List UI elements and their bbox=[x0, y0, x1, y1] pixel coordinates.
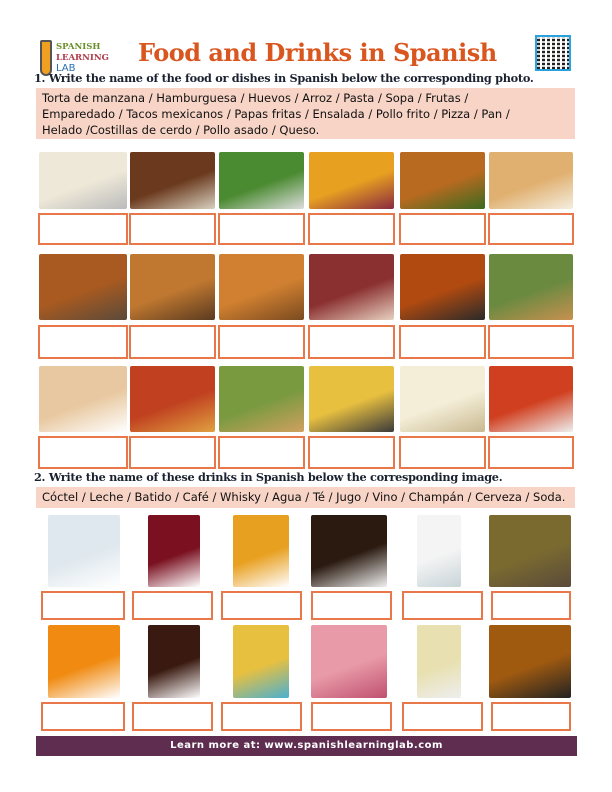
salad-photo bbox=[219, 152, 304, 209]
champagne-answer-box[interactable] bbox=[402, 702, 483, 731]
page-title: Food and Drinks in Spanish bbox=[138, 38, 497, 67]
wine-photo bbox=[148, 515, 200, 587]
soup-answer-box[interactable] bbox=[129, 325, 216, 359]
logo-text: LEARNING bbox=[56, 53, 109, 63]
water-answer-box[interactable] bbox=[41, 591, 125, 620]
pizza-photo bbox=[130, 366, 215, 432]
whisky-photo bbox=[489, 625, 571, 698]
tea-answer-box[interactable] bbox=[491, 591, 571, 620]
ribs-photo bbox=[130, 152, 215, 209]
beer-answer-box[interactable] bbox=[221, 591, 302, 620]
milk-photo bbox=[417, 515, 461, 587]
section1-instruction: 1. Write the name of the food or dishes in Spanish below the corresponding photo. bbox=[34, 71, 534, 85]
apple-pie-photo bbox=[219, 254, 304, 320]
pizza-answer-box[interactable] bbox=[129, 436, 216, 469]
whisky-answer-box[interactable] bbox=[491, 702, 571, 731]
rice-photo bbox=[39, 152, 127, 209]
section2-instruction: 2. Write the name of these drinks in Spanish below the corresponding image. bbox=[34, 470, 503, 484]
milkshake-photo bbox=[311, 625, 387, 698]
sandwich-answer-box[interactable] bbox=[488, 325, 574, 359]
footer-link[interactable]: Learn more at: www.spanishlearninglab.com bbox=[36, 736, 577, 756]
beer-photo bbox=[233, 515, 289, 587]
fruits-answer-box[interactable] bbox=[308, 213, 395, 245]
bread-photo bbox=[489, 152, 573, 209]
tea-photo bbox=[489, 515, 571, 587]
bread-answer-box[interactable] bbox=[488, 213, 574, 245]
eggs-answer-box[interactable] bbox=[38, 436, 128, 469]
soup-photo bbox=[130, 254, 215, 320]
drink-word-bank: Cóctel / Leche / Batido / Café / Whisky / Agua / Té / Jugo / Vino / Champán / Cerveza / Soda. bbox=[36, 487, 575, 508]
juice-photo bbox=[48, 625, 120, 698]
milk-answer-box[interactable] bbox=[402, 591, 483, 620]
hamburger-answer-box[interactable] bbox=[399, 213, 486, 245]
water-photo bbox=[48, 515, 120, 587]
roast-chicken-answer-box[interactable] bbox=[38, 325, 128, 359]
wine-answer-box[interactable] bbox=[132, 591, 213, 620]
fruits-photo bbox=[309, 152, 394, 209]
apple-pie-answer-box[interactable] bbox=[218, 325, 305, 359]
french-fries-photo bbox=[309, 366, 394, 432]
hamburger-photo bbox=[400, 152, 485, 209]
fried-chicken-photo bbox=[400, 254, 485, 320]
food-word-bank bbox=[36, 88, 575, 139]
milkshake-answer-box[interactable] bbox=[311, 702, 392, 731]
fried-chicken-answer-box[interactable] bbox=[399, 325, 486, 359]
qr-code[interactable] bbox=[535, 35, 571, 71]
coffee-answer-box[interactable] bbox=[311, 591, 392, 620]
eggs-photo bbox=[39, 366, 127, 432]
french-fries-answer-box[interactable] bbox=[308, 436, 395, 469]
cheese-answer-box[interactable] bbox=[399, 436, 486, 469]
tacos-answer-box[interactable] bbox=[218, 436, 305, 469]
ice-cream-answer-box[interactable] bbox=[308, 325, 395, 359]
roast-chicken-photo bbox=[39, 254, 127, 320]
word-bank-line: Helado /Costillas de cerdo / Pollo asado / Queso. bbox=[42, 123, 320, 137]
tacos-photo bbox=[219, 366, 304, 432]
pasta-answer-box[interactable] bbox=[488, 436, 574, 469]
cheese-photo bbox=[400, 366, 485, 432]
logo-text: LAB bbox=[56, 63, 76, 74]
rice-answer-box[interactable] bbox=[38, 213, 128, 245]
ribs-answer-box[interactable] bbox=[129, 213, 216, 245]
soda-photo bbox=[148, 625, 200, 698]
sandwich-photo bbox=[489, 254, 573, 320]
pasta-photo bbox=[489, 366, 573, 432]
coffee-photo bbox=[311, 515, 387, 587]
cocktail-answer-box[interactable] bbox=[221, 702, 302, 731]
ice-cream-photo bbox=[309, 254, 394, 320]
soda-answer-box[interactable] bbox=[132, 702, 213, 731]
cocktail-photo bbox=[233, 625, 289, 698]
salad-answer-box[interactable] bbox=[218, 213, 305, 245]
juice-answer-box[interactable] bbox=[41, 702, 125, 731]
word-bank-line: Emparedado / Tacos mexicanos / Papas fritas / Ensalada / Pollo frito / Pizza / Pan / bbox=[42, 107, 510, 121]
champagne-photo bbox=[417, 625, 461, 698]
word-bank-line: Torta de manzana / Hamburguesa / Huevos / Arroz / Pasta / Sopa / Frutas / bbox=[42, 91, 469, 105]
logo-text: SPANISH bbox=[56, 42, 101, 52]
